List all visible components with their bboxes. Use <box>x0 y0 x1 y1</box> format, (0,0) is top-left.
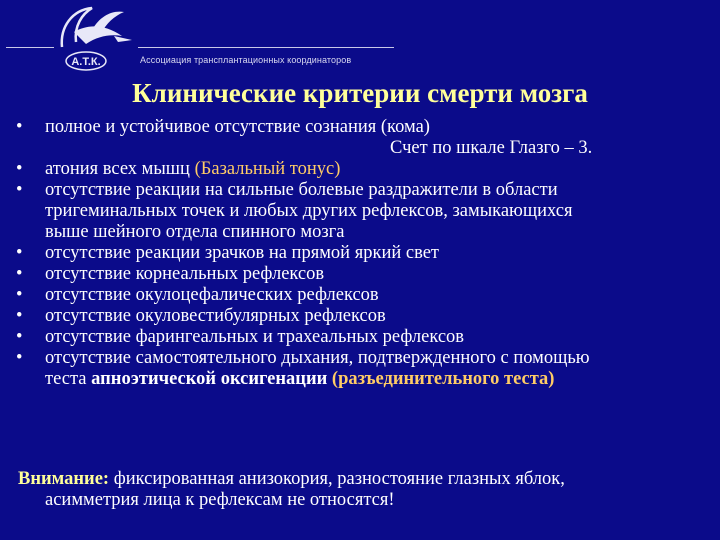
item-text: отсутствие фарингеальных и трахеальных рефлексов <box>45 327 465 347</box>
bullet-icon: • <box>16 327 23 347</box>
criteria-item <box>16 285 716 306</box>
logo-divider-left <box>6 47 54 48</box>
criteria-item <box>16 159 716 180</box>
criteria-item <box>16 180 716 243</box>
bullet-icon: • <box>16 348 23 368</box>
item-text: отсутствие корнеальных рефлексов <box>45 264 325 284</box>
criteria-item <box>16 348 716 390</box>
bullet-icon: • <box>16 285 23 305</box>
slide-title: Клинические критерии смерти мозга <box>132 78 588 108</box>
attention-note <box>18 469 718 511</box>
item-line: отсутствие реакции на сильные болевые раздражители в области <box>45 180 558 200</box>
item-line: теста апноэтической оксигенации (разъединительного теста) <box>45 369 555 389</box>
item-line: тригеминальных точек и любых других рефлексов, замыкающихся <box>45 201 573 221</box>
item-line: выше шейного отдела спинного мозга <box>45 222 345 242</box>
header-logo-area <box>0 0 720 80</box>
bullet-icon: • <box>16 306 23 326</box>
bullet-icon: • <box>16 117 23 137</box>
bullet-icon: • <box>16 159 23 179</box>
item-text: полное и устойчивое отсутствие сознания (кома) <box>45 117 430 137</box>
attention-line: асимметрия лица к рефлексам не относятся! <box>45 490 395 510</box>
bullet-icon: • <box>16 264 23 284</box>
criteria-list <box>16 117 716 390</box>
item-text: отсутствие окулоцефалических рефлексов <box>45 285 379 305</box>
attention-label: Внимание: <box>18 469 110 489</box>
association-caption: Ассоциация трансплантационных координаторов <box>140 55 352 65</box>
criteria-item <box>16 264 716 285</box>
criteria-item <box>16 117 716 138</box>
bullet-icon: • <box>16 180 23 200</box>
criteria-item <box>16 306 716 327</box>
basal-tonus-note: (Базальный тонус) <box>194 159 341 179</box>
glasgow-score-note: Счет по шкале Глазго – 3. <box>390 138 593 158</box>
logo-text: А.Т.К. <box>71 56 101 68</box>
attention-line: Внимание: фиксированная анизокория, разностояние глазных яблок, <box>18 469 565 489</box>
logo-divider-right <box>138 47 394 48</box>
criteria-item <box>16 327 716 348</box>
disconnection-test-term: (разъединительного теста) <box>331 369 555 389</box>
bullet-icon: • <box>16 243 23 263</box>
item-text: отсутствие реакции зрачков на прямой яркий свет <box>45 243 440 263</box>
item-text: атония всех мышц <box>45 159 195 179</box>
item-text: отсутствие окуловестибулярных рефлексов <box>45 306 386 326</box>
criteria-item <box>16 243 716 264</box>
apnea-test-term: апноэтической оксигенации <box>91 369 328 389</box>
bird-logo-icon <box>52 2 142 74</box>
item-line: отсутствие самостоятельного дыхания, подтвержденного с помощью <box>45 348 590 368</box>
